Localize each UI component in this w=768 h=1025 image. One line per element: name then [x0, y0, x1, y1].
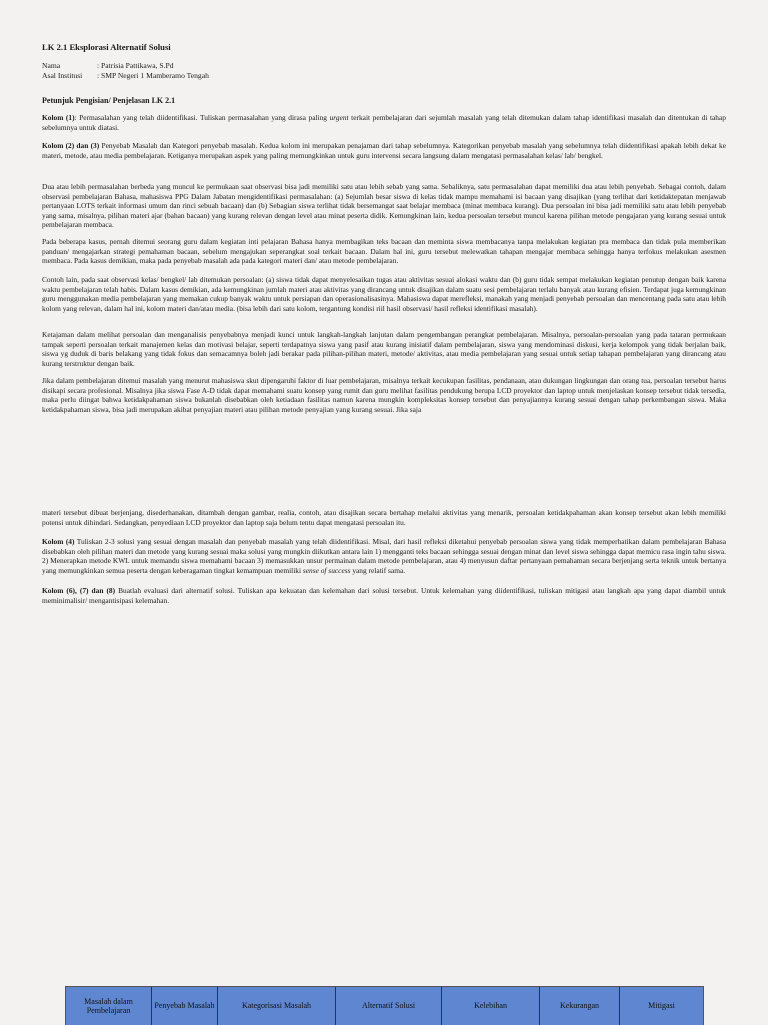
column-header-mitigasi: Mitigasi	[648, 1001, 675, 1011]
paragraph-external-factors-continued: materi tersebut dibuat berjenjang, disederhanakan, ditambah dengan gambar, realia, contoh, atau disajikan secara bertahap melalui aktivitas yang menarik, persoalan ketidakpahaman akan konsep tersebut akan lebih memiliki potensi untuk dihindari. Sedangkan, penyediaan LCD proyektor dan laptop saja belum tentu dapat mengatasi persoalan itu.	[42, 508, 726, 527]
kolom-4-italic: sense of success	[302, 565, 351, 575]
kolom-1-italic: urgent	[329, 113, 349, 122]
paragraph-example-1: Dua atau lebih permasalahan berbeda yang muncul ke permukaan saat observasi bisa jadi memiliki satu atau lebih sebab yang sama. Sebaliknya, satu permasalahan dapat memiliki dua atau lebih penyebab. Sebagai contoh, dalam observasi pembelajaran Bahasa, mahasiswa PPG Dalam Jabatan mengidentifikasi permasalahan: (a) Sejumlah besar siswa di kelas tidak mampu memahami isi bacaan yang disajikan (yang terlihat dari ketidaktepatan menjawab pertanyaan LOTS terkait informasi umum dan rinci sebuah bacaan) dan (b) Sebagian siswa terlihat tidak bersemangat saat belajar membaca (minat membaca kurang). Dua persoalan ini bisa jadi memiliki satu atau lebih penyebab yang sama, misalnya, pilihan materi ajar (bahan bacaan) yang kurang relevan dengan level atau minat peserta didik. Kemungkinan lain, kedua persoalan tersebut muncul karena pilihan metode pengajaran yang kurang sesuai untuk pembelajaran membaca.	[42, 182, 726, 230]
institution-label: Asal Institusi	[42, 71, 83, 80]
name-value: : Patrisia Pattikawa, S.Pd	[97, 61, 174, 70]
column-header-kekurangan: Kekurangan	[540, 987, 620, 1025]
column-header-penyebab: Penyebab Masalah	[152, 987, 218, 1025]
paragraph-kolom-1	[42, 113, 726, 132]
paragraph-kolom-6-7-8	[42, 586, 726, 605]
paragraph-kolom-4	[42, 537, 726, 575]
kolom-1-text-b: terkait pembelajaran dari sejumlah masalah yang telah ditemukan dalam tahap identifikasi masalah dan ditentukan di tahap sebelumnya untuk diatasi.	[42, 113, 726, 132]
solution-table-header	[65, 986, 704, 1025]
name-row	[42, 61, 174, 71]
paragraph-example-3: Contoh lain, pada saat observasi kelas/ bengkel/ lab ditemukan persoalan: (a) siswa tidak dapat menyelesaikan tugas atau aktivitas sesuai alokasi waktu dan (b) guru tidak sempat melakukan kegiatan penutup dengan baik karena waktu pembelajaran telah habis. Dalam kasus demikian, ada kemungkinan jumlah materi atau aktivitas yang dirancang untuk disajikan dalam suatu sesi pembelajaran terlalu banyak atau kurang efisien. Terdapat juga kemungkinan guru menggunakan media pembelajaran yang memakan cukup banyak waktu untuk persiapan dan operasionalisasinya. Mahasiswa dapat merefleksi, manakah yang menjadi penyebab persoalan dan mencentang pada satu atau lebih kolom yang relevan, dalam hal ini, kolom materi dan/atau media. (bisa lebih dari satu kolom, tergantung kondisi riil hasil observasi/ hasil refleksi identifikasi masalah).	[42, 275, 726, 313]
name-label: Nama	[42, 61, 61, 70]
paragraph-external-factors: Jika dalam pembelajaran ditemui masalah yang menurut mahasiswa skut dipengaruhi faktor di luar pembelajaran, misalnya terkait kecukupan fasilitas, pendanaan, atau dukungan lingkungan dan orang tua, persoalan tersebut harus disikapi secara profesional. Misalnya jika siswa Fase A-D tidak dapat memahami suatu konsep yang rumit dan guru melihat fasilitas pendukung berupa LCD proyektor dan laptop untuk menjelaskan konsep tersebut tidak tersedia, maka perlu diingat bahwa ketidakpahaman siswa bukanlah disebabkan oleh ketiadaan fasilitas namun karena mungkin kompleksitas konsep tersebut dan penyajiannya kurang sesuai dengan tahap perkembangan siswa. Maka ketidakpahaman siswa, bisa jadi merupakan akibat penyajian materi atau pilihan metode penyajian yang kurang sesuai. Jika saja	[42, 376, 726, 414]
kolom-2-3-label: Kolom (2) dan (3)	[42, 141, 100, 150]
column-header-kategorisasi: Kategorisasi Masalah	[218, 987, 336, 1025]
kolom-1-label: Kolom (1)	[42, 113, 75, 122]
paragraph-analysis: Ketajaman dalam melihat persoalan dan menganalisis penyebabnya menjadi kunci untuk langkah-langkah lanjutan dalam pengembangan perangkat pembelajaran. Misalnya, persoalan-persoalan yang pada tataran permukaan tampak seperti persoalan terkait manajemen kelas dan motivasi belajar, seperti terdapatnya siswa yang pasif atau kurang inisiatif dalam pembelajaran, siswa yang mendominasi diskusi, kerja kelompok yang tidak berjalan baik, siswa yg duduk di baris belakang yang tidak fokus dan semacamnya boleh jadi berakar pada pilihan-pilihan materi, metode/ aktivitas, atau media pembelajaran yang sesuai untuk setiap tahapan pembelajaran yang dirancang atau kurang terstruktur dengan baik.	[42, 330, 726, 368]
paragraph-example-2: Pada beberapa kasus, pernah ditemui seorang guru dalam kegiatan inti pelajaran Bahasa hanya membagikan teks bacaan dan meminta siswa membacanya tanpa melakukan kegiatan pra membaca dan tidak pula memberikan panduan/ mengajarkan strategi pemahaman bacaan, sebelum mengajukan seperangkat soal terkait bacaan. Dalam hal ini, guru tersebut melewatkan tahapan mengajar membaca sehingga hanya terfokus melakukan asesmen membaca. Pada kasus demikian, maka pada penyebab masalah ada pada kategori materi dan/ atau metode pembelajaran.	[42, 237, 726, 266]
column-header-alternatif-solusi: Alternatif Solusi	[336, 987, 442, 1025]
kolom-2-3-text: Penyebab Masalah dan Kategori penyebab masalah. Kedua kolom ini merupakan penajaman dari tahap sebelumnya. Kategorikan penyebab masalah yang sebelumnya telah diidentifikasi apakah lebih dekat ke materi, metode, atau media pembelajaran. Ketiganya merupakan aspek yang paling memungkinkan untuk guru intervensi secara langsung dalam mengatasi permasalahan kelas/ lab/ bengkel.	[42, 141, 727, 160]
kolom-1-text-a: : Permasalahan yang telah diidentifikasi. Tuliskan permasalahan yang dirasa paling	[74, 113, 330, 122]
kolom-6-7-8-text: Buatlah evaluasi dari alternatif solusi. Tuliskan apa kekuatan dan kelemahan dari solusi tersebut. Untuk kelemahan yang diidentifikasi, tuliskan mitigasi atau langkah apa yang dapat diambil untuk meminimalisir/ mengantisipasi kelemahan.	[42, 586, 726, 605]
kolom-4-label: Kolom (4)	[42, 537, 75, 546]
institution-row	[42, 71, 209, 81]
document-title: LK 2.1 Eksplorasi Alternatif Solusi	[42, 42, 171, 52]
column-header-kelebihan: Kelebihan	[442, 987, 540, 1025]
kolom-4-text-a: Tuliskan 2-3 solusi yang sesuai dengan masalah dan penyebab masalah yang telah diidentifikasi. Misal, dari hasil refleksi diketahui penyebab persoalan siswa yang tidak memperhatikan dalam pembelajaran Bahasa disebabkan oleh pilihan materi dan metode yang kurang sesuai maka solusi yang mungkin diikutkan antara lain 1) mengganti teks bacaan sehingga sesuai dengan minat dan level siswa sehingga dapat memicu rasa ingin tahu siswa. 2) Menerapkan metode KWL untuk memandu siswa memahami bacaan 3) memasukkan unsur permainan dalam metode pembelajaran, atau 4) menyusun daftar pertanyaan pemahaman secara berjenjang serta teknik untuk bertanya yang memungkinkan semua peserta dengan keberagaman tingkat kemampuan memiliki	[42, 537, 726, 575]
instructions-heading: Petunjuk Pengisian/ Penjelasan LK 2.1	[42, 96, 176, 105]
institution-value: : SMP Negeri 1 Mamberamo Tengah	[97, 71, 209, 80]
paragraph-kolom-2-3	[42, 141, 726, 160]
kolom-4-text-b: yang relatif sama.	[350, 565, 406, 575]
column-header-masalah: Masalah dalam Pembelajaran	[66, 987, 152, 1025]
kolom-6-7-8-label: Kolom (6), (7) dan (8)	[42, 586, 116, 595]
